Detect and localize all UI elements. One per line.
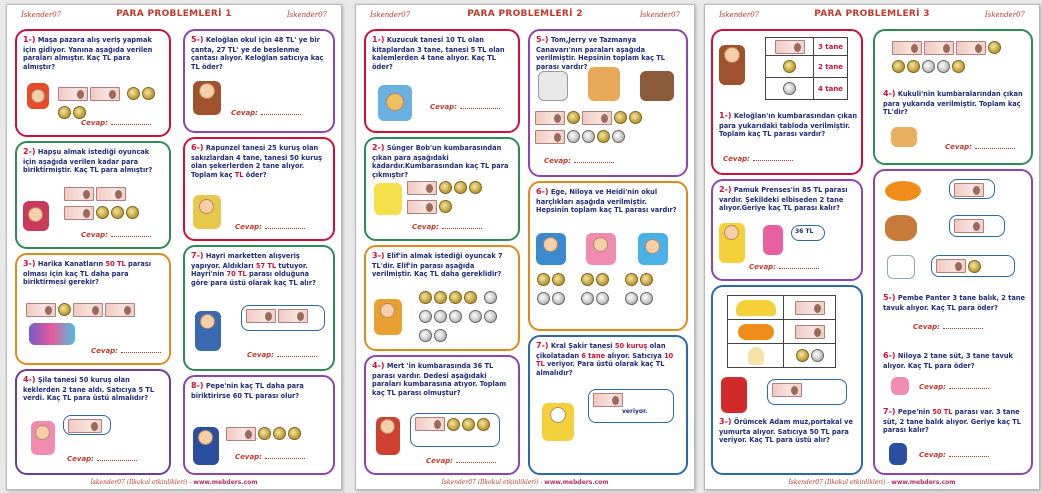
coin-icon <box>477 418 490 431</box>
problem-6-card: 6-) Rapunzel tanesi 25 kuruş olan sakızlardan 4 tane, tanesi 50 kuruş olan şekerlerden 2 tane alıyor. Toplam kaç TL öder? Cevap: <box>183 137 335 241</box>
speech-bubble <box>241 305 325 331</box>
pepe-illustration <box>193 427 219 465</box>
coin-icon <box>567 130 580 143</box>
banknote-icon <box>956 41 986 55</box>
spongebob-illustration <box>374 183 402 215</box>
coin-icon <box>968 260 981 273</box>
coin-icon <box>288 427 301 440</box>
banknote-icon <box>892 41 922 55</box>
problem-text: Elif'in almak istediği oyuncak 7 TL'dir. Elif'in parası aşağıda verilmiştir. Kaç TL daha gereklidir? <box>372 252 503 279</box>
answer-label: Cevap: <box>749 263 819 271</box>
author-tag: İskender07 <box>370 11 411 19</box>
page-title: PARA PROBLEMLERİ 2 <box>467 9 583 19</box>
money-group <box>25 299 165 318</box>
coin-icon <box>988 41 1001 54</box>
problem-2-card: 2-) Hapşu almak istediği oyuncak için aşağıda verilen kadar para biriktirmiştir. Kaç TL para almıştır? Cevap: <box>15 141 171 249</box>
page-title: PARA PROBLEMLERİ 1 <box>116 9 232 19</box>
speech-bubble <box>767 379 847 405</box>
worksheet-1 <box>6 4 342 490</box>
money-group <box>534 107 684 145</box>
price-tag <box>949 215 1005 237</box>
kukuli-illustration <box>891 127 917 147</box>
kral-sakir-illustration <box>542 403 574 441</box>
speech-bubble <box>588 389 674 423</box>
coin-icon <box>127 87 140 100</box>
problem-text: Şila tanesi 50 kuruş olan keklerden 2 tane aldı. Satıcıya 5 TL verdi. Kaç TL para üstü almalıdır? <box>23 376 155 403</box>
coin-icon <box>552 292 565 305</box>
answer-label: Cevap: <box>919 451 989 459</box>
problem-7-card: 7-) Kral Şakir tanesi 50 kuruş olan çikolatadan 6 tane alıyor. Satıcıya 10 TL veriyor. Para üstü olarak kaç TL almalıdır? veriyor. <box>528 335 688 475</box>
coin-icon <box>596 292 609 305</box>
banknote-icon <box>226 427 256 441</box>
coin-icon <box>469 181 482 194</box>
bubble-text: veriyor. <box>622 408 648 415</box>
problem-3-card: 3-) Elif'in almak istediği oyuncak 7 TL'dir. Elif'in parası aşağıda verilmiştir. Kaç TL daha gereklidir? <box>364 245 520 351</box>
problem-text: Örümcek Adam muz,portakal ve yumurta alıyor. Satıcıya 50 TL para veriyor. Kaç TL para üstü alır? <box>719 418 853 445</box>
coin-icon <box>469 310 482 323</box>
answer-label: Cevap: <box>723 155 793 163</box>
coin-icon <box>567 111 580 124</box>
speech-bubble <box>410 413 500 447</box>
money-group <box>57 83 169 121</box>
worksheet-3 <box>704 4 1040 490</box>
banknote-icon <box>772 383 802 397</box>
author-tag: İskender07 <box>286 11 327 19</box>
kuzucuk-illustration <box>378 85 412 121</box>
problem-text: Pepe'nin kaç TL daha para biriktirirse 60 TL parası olur? <box>191 382 304 400</box>
elif-illustration <box>374 299 402 335</box>
banknote-icon <box>775 40 805 54</box>
problem-4-card: 4-) Mert 'in kumbarasında 36 TL parası vardır. Dedesi aşağıdaki paraları kumbarasına atıyor. Toplam kaç TL parası olmuştur? Cevap: <box>364 355 520 475</box>
coin-icon <box>58 106 71 119</box>
dress-illustration <box>763 225 783 255</box>
problem-1-card: 3 tane 2 tane 4 tane 1-) Keloğlan'ın kumbarasından çıkan para yukarıdaki tabloda verilmiştir. Toplam kaç TL parası vardır? Cevap: <box>711 29 863 175</box>
coin-icon <box>783 82 796 95</box>
money-group <box>536 269 686 307</box>
problem-1-card: 1-) Maşa pazara alış veriş yapmak için gidiyor. Yanına aşağıda verilen paraları almıştır. Kaç TL para almıştır? Cevap: <box>15 29 171 137</box>
problem-2-card: 2-) Pamuk Prenses'in 85 TL parası vardır. Şekildeki elbiseden 2 tane alıyor.Geriye kaç TL parası kalır? 36 TL Cevap: <box>711 179 863 281</box>
taz-illustration <box>640 71 674 101</box>
answer-label: Cevap: <box>231 109 301 117</box>
coin-icon <box>434 310 447 323</box>
banknote-icon <box>278 309 308 323</box>
banknote-icon <box>68 419 102 433</box>
milk-illustration <box>887 255 915 279</box>
answer-label: Cevap: <box>235 453 305 461</box>
footer: İskender07 (İlkokul etkinlikleri) - www.mebders.com <box>441 479 609 486</box>
coin-icon <box>596 273 609 286</box>
problem-text: Sünger Bob'un kumbarasından çıkan para aşağıdaki kadardır.Kumbarasından kaç TL para çıkmıştır? <box>372 144 509 179</box>
table-count: 4 tane <box>814 78 848 100</box>
banknote-icon <box>96 187 126 201</box>
banknote-icon <box>73 303 103 317</box>
problem-text: Pembe Panter 3 tane balık, 2 tane tavuk alıyor. Kaç TL para öder? <box>883 294 1025 312</box>
banknote-icon <box>105 303 135 317</box>
banknote-icon <box>535 111 565 125</box>
coin-icon <box>640 273 653 286</box>
answer-label: Cevap: <box>247 351 317 359</box>
banknote-icon <box>954 219 984 233</box>
problem-7-card: 7-) Hayri marketten alışveriş yapıyor. Aldıkları 57 TL tutuyor. Hayri'nin 70 TL parası olduğuna göre para üstü olarak kaç TL alır? Cevap: <box>183 245 335 371</box>
answer-label: Cevap: <box>945 143 1015 151</box>
coin-icon <box>439 181 452 194</box>
banknote-icon <box>582 111 612 125</box>
snow-white-illustration <box>719 223 745 263</box>
table-count: 3 tane <box>814 38 848 56</box>
answer-label: Cevap: <box>919 383 989 391</box>
answer-label: Cevap: <box>544 157 614 165</box>
banknote-icon <box>535 130 565 144</box>
money-group <box>891 37 1021 75</box>
fish-illustration <box>885 181 921 201</box>
answer-label: Cevap: <box>81 231 151 239</box>
coin-icon <box>811 349 824 362</box>
author-tag: İskender07 <box>719 11 760 19</box>
coin-table <box>765 37 848 100</box>
coin-icon <box>597 130 610 143</box>
orange-illustration <box>738 324 774 340</box>
coin-icon <box>449 291 462 304</box>
money-group <box>418 287 510 344</box>
problem-text: Maşa pazara alış veriş yapmak için gidiyor. Yanına aşağıda verilen paraları almıştır. Kaç TL para almıştır? <box>23 36 153 71</box>
answer-label: Cevap: <box>913 323 983 331</box>
banknote-icon <box>64 206 94 220</box>
footer: İskender07 (İlkokul etkinlikleri) - www.mebders.com <box>788 479 956 486</box>
problem-1-card: 1-) Kuzucuk tanesi 10 TL olan kitaplardan 3 tane, tanesi 5 TL olan kalemlerden 4 tane alıyor. Kaç TL öder? Cevap: <box>364 29 520 133</box>
price-tag <box>949 179 995 199</box>
coin-icon <box>462 418 475 431</box>
problem-3-card: 3-) Harika Kanatların 50 TL parası olması için kaç TL daha para biriktirmesi gerekir? Cevap: <box>15 253 171 365</box>
banknote-icon <box>64 187 94 201</box>
mert-illustration <box>376 417 400 455</box>
money-group <box>225 423 325 442</box>
coin-icon <box>625 273 638 286</box>
problem-text: Kukuli'nin kumbaralarından çıkan para yukarıda verilmiştir. Toplam kaç TL'dir? <box>883 90 1023 117</box>
problem-text: Ege, Niloya ve Heidi'nin okul harçlıkları aşağıda verilmiştir. Hepsinin toplam kaç TL parası vardır? <box>536 188 677 215</box>
problem-5-card: 5-) Keloğlan okul için 48 TL' ye bir çanta, 27 TL' ye de beslenme çantası alıyor. Keloğlan satıcıya kaç TL öder? Cevap: <box>183 29 335 133</box>
coin-icon <box>273 427 286 440</box>
coin-icon <box>464 291 477 304</box>
banknote-icon <box>407 181 437 195</box>
author-tag: İskender07 <box>21 11 62 19</box>
coin-icon <box>419 310 432 323</box>
keloglan-illustration <box>193 81 221 115</box>
banknote-icon <box>593 393 623 407</box>
banknote-icon <box>415 417 445 431</box>
coin-icon <box>582 130 595 143</box>
worksheet-2 <box>355 4 695 490</box>
banknote-icon <box>924 41 954 55</box>
problem-text: Pamuk Prenses'in 85 TL parası vardır. Şekildeki elbiseden 2 tane alıyor.Geriye kaç TL parası kalır? <box>719 186 848 213</box>
coin-icon <box>484 291 497 304</box>
footer: İskender07 (İlkokul etkinlikleri) - www.mebders.com <box>90 479 258 486</box>
coin-icon <box>581 292 594 305</box>
problem-text: Keloğlan'ın kumbarasından çıkan para yukarıdaki tabloda verilmiştir. Toplam kaç TL parası vardır? <box>719 112 858 139</box>
coin-icon <box>892 60 905 73</box>
coin-icon <box>907 60 920 73</box>
banknote-icon <box>954 183 984 197</box>
masha-illustration <box>27 83 49 109</box>
coin-icon <box>258 427 271 440</box>
banknote-icon <box>246 309 276 323</box>
coin-icon <box>434 329 447 342</box>
coin-icon <box>614 111 627 124</box>
powerpuff-girls-illustration <box>29 323 75 345</box>
coin-icon <box>73 106 86 119</box>
hayri-illustration <box>195 311 221 351</box>
coin-icon <box>796 349 809 362</box>
answer-label: Cevap: <box>81 119 151 127</box>
problem-2-card: 2-) Sünger Bob'un kumbarasından çıkan para aşağıdaki kadardır.Kumbarasından kaç TL para çıkmıştır? Cevap: <box>364 137 520 241</box>
coin-icon <box>552 273 565 286</box>
coin-icon <box>537 292 550 305</box>
coin-icon <box>640 292 653 305</box>
author-tag: İskender07 <box>639 11 680 19</box>
coin-icon <box>952 60 965 73</box>
pepe-illustration <box>889 443 907 465</box>
problem-6-card: 6-) Ege, Niloya ve Heidi'nin okul harçlıkları aşağıda verilmiştir. Hepsinin toplam kaç TL parası vardır? <box>528 181 688 331</box>
niloya-illustration <box>586 233 616 265</box>
answer-label: Cevap: <box>412 223 482 231</box>
problem-text: Tom,Jerry ve Tazmanya Canavarı'nın paraları aşağıda verilmiştir. Hepsinin toplam kaç TL parası vardır? <box>536 36 665 71</box>
coin-icon <box>454 181 467 194</box>
answer-label: Cevap: <box>430 103 500 111</box>
answer-label: Cevap: <box>426 457 496 465</box>
coin-icon <box>439 200 452 213</box>
problem-8-card: 8-) Pepe'nin kaç TL daha para biriktirirse 60 TL parası olur? Cevap: <box>183 375 335 475</box>
coin-icon <box>612 130 625 143</box>
banknote-icon <box>26 303 56 317</box>
coin-icon <box>419 291 432 304</box>
heidi-illustration <box>638 233 668 265</box>
coin-icon <box>434 291 447 304</box>
hapsu-illustration <box>23 201 49 231</box>
banknote-icon <box>58 87 88 101</box>
banknote-icon <box>90 87 120 101</box>
coin-icon <box>484 310 497 323</box>
problem-4-card: 4-) Şila tanesi 50 kuruş olan keklerden 2 tane aldı. Satıcıya 5 TL verdi. Kaç TL para üstü almalıdır? Cevap: <box>15 369 171 475</box>
answer-label: Cevap: <box>235 223 305 231</box>
niloya-illustration <box>891 377 909 395</box>
price-tag <box>931 255 1015 277</box>
coin-icon <box>58 303 71 316</box>
money-group <box>406 177 516 215</box>
sila-illustration <box>31 421 55 455</box>
price-tag: 36 TL <box>791 225 825 241</box>
coin-icon <box>537 273 550 286</box>
problem-text: Keloğlan okul için 48 TL' ye bir çanta, 27 TL' ye de beslenme çantası alıyor. Keloğlan satıcıya kaç TL öder? <box>191 36 324 71</box>
coin-icon <box>937 60 950 73</box>
banknote-icon <box>795 325 825 339</box>
rapunzel-illustration <box>193 195 221 229</box>
ege-illustration <box>536 233 566 265</box>
problem-text: Mert 'in kumbarasında 36 TL parası vardır. Dedesi aşağıdaki paraları kumbarasına atıyor. Toplam kaç TL parası olmuştur? <box>372 362 507 397</box>
chicken-illustration <box>885 215 917 241</box>
author-tag: İskender07 <box>984 11 1025 19</box>
problem-text: Hapşu almak istediği oyuncak için aşağıda verilen kadar para biriktirmiştir. Kaç TL para almıştır? <box>23 148 153 175</box>
answer-label: Cevap: <box>67 455 137 463</box>
coin-icon <box>783 60 796 73</box>
coin-icon <box>126 206 139 219</box>
coin-icon <box>111 206 124 219</box>
coin-icon <box>96 206 109 219</box>
problem-5-card: 5-) Tom,Jerry ve Tazmanya Canavarı'nın paraları aşağıda verilmiştir. Hepsinin toplam kaç TL parası vardır? Cevap: <box>528 29 688 177</box>
coin-icon <box>625 292 638 305</box>
egg-cup-illustration <box>748 347 764 365</box>
problem-text: Kuzucuk tanesi 10 TL olan kitaplardan 3 tane, tanesi 5 TL olan kalemlerden 4 tane alıyor. Kaç TL öder? <box>372 36 505 71</box>
problems-5-7-card: 5-) Pembe Panter 3 tane balık, 2 tane tavuk alıyor. Kaç TL para öder? Cevap: 6-) Niloya 2 tane süt, 3 tane tavuk alıyor. Kaç TL para öder? Cevap: 7-) Pepe'nin 50 TL parası var. 3 tane süt, 2 tane balık alıyor. Geriye kaç TL parası kalır? Cevap: <box>873 169 1033 475</box>
banknote-icon <box>795 301 825 315</box>
keloglan-illustration <box>719 45 745 85</box>
banana-illustration <box>736 300 776 316</box>
page-title: PARA PROBLEMLERİ 3 <box>814 9 930 19</box>
coin-icon <box>447 418 460 431</box>
price-table <box>727 295 836 368</box>
coin-icon <box>581 273 594 286</box>
money-group <box>63 183 163 221</box>
speech-bubble <box>63 415 111 435</box>
answer-label: Cevap: <box>91 347 161 355</box>
jerry-illustration <box>538 71 568 101</box>
problem-text: Niloya 2 tane süt, 3 tane tavuk alıyor. Kaç TL para öder? <box>883 352 1013 370</box>
banknote-icon <box>936 259 966 273</box>
table-count: 2 tane <box>814 56 848 78</box>
coin-icon <box>629 111 642 124</box>
problem-4-card: 4-) Kukuli'nin kumbaralarından çıkan para yukarıda verilmiştir. Toplam kaç TL'dir? Cevap: <box>873 29 1033 165</box>
coin-icon <box>922 60 935 73</box>
spiderman-illustration <box>721 377 747 413</box>
coin-icon <box>449 310 462 323</box>
tom-illustration <box>588 67 620 101</box>
coin-icon <box>142 87 155 100</box>
problem-3-card: 3-) Örümcek Adam muz,portakal ve yumurta alıyor. Satıcıya 50 TL para veriyor. Kaç TL para üstü alır? <box>711 285 863 475</box>
banknote-icon <box>407 200 437 214</box>
coin-icon <box>419 329 432 342</box>
